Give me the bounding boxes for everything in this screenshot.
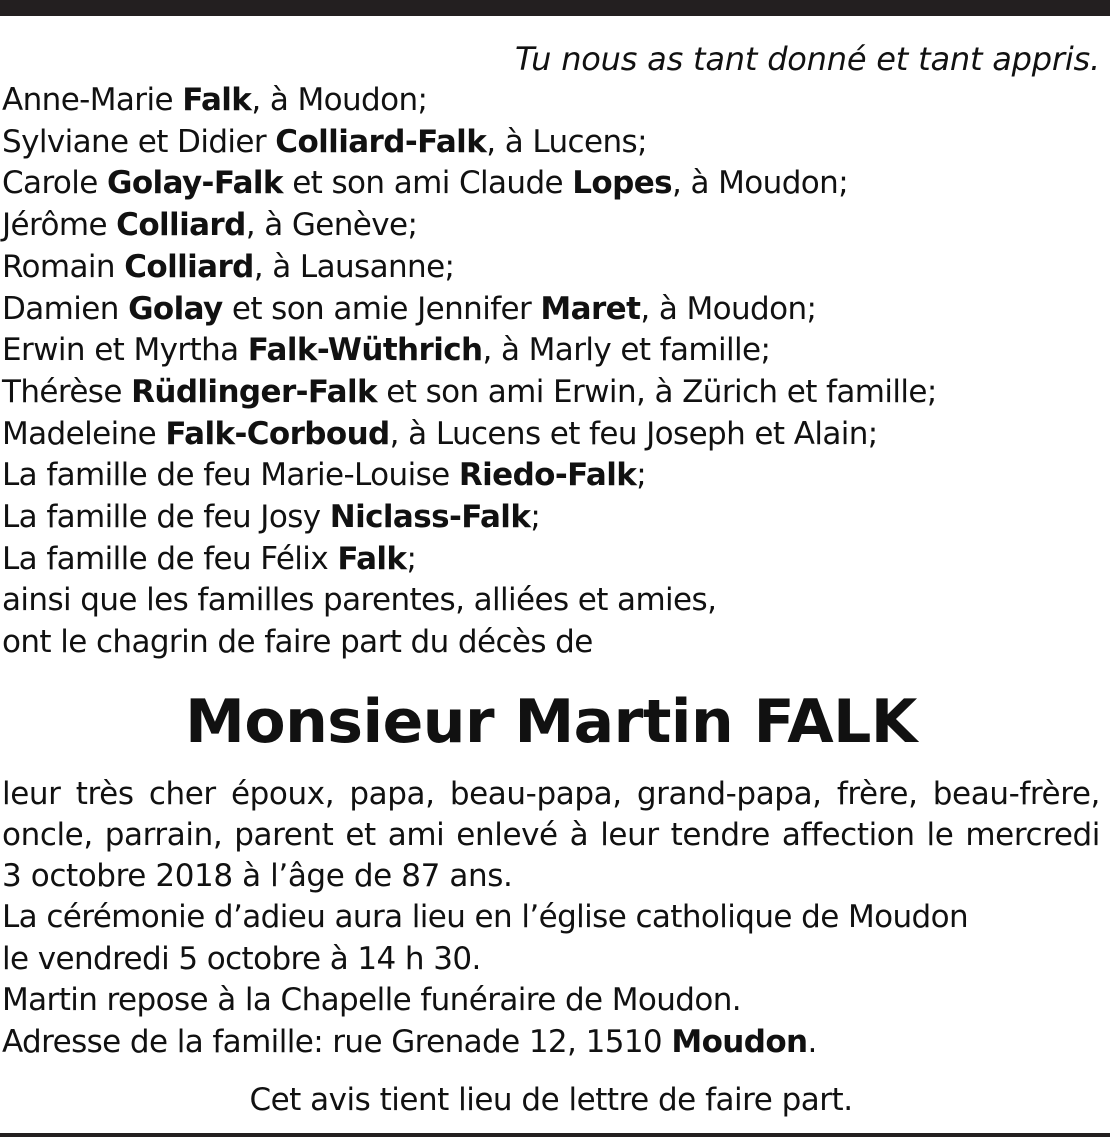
family-surname: Riedo-Falk — [458, 457, 637, 494]
family-line: La famille de feu Félix Falk; — [2, 540, 417, 577]
family-line: Erwin et Myrtha Falk-Wüthrich, à Marly et famille; — [2, 332, 771, 369]
family-surname: Colliard — [116, 207, 246, 244]
family-line: La famille de feu Marie-Louise Riedo-Falk; — [2, 457, 647, 494]
family-line: Madeleine Falk-Corboud, à Lucens et feu Joseph et Alain; — [2, 415, 878, 452]
family-surname: Niclass-Falk — [329, 499, 531, 536]
top-rule — [0, 0, 1110, 16]
death-notice — [2, 38, 1100, 1121]
family-line: Jérôme Colliard, à Genève; — [2, 207, 418, 244]
family-surname: Maret — [540, 290, 641, 327]
family-line: Anne-Marie Falk, à Moudon; — [2, 82, 428, 118]
ceremony-line: La cérémonie d’adieu aura lieu en l’église catholique de Moudon — [2, 898, 968, 935]
family-surname: Falk-Corboud — [165, 415, 390, 452]
family-line: Thérèse Rüdlinger-Falk et son ami Erwin, à Zürich et famille; — [2, 373, 937, 410]
rest-line: Martin repose à la Chapelle funéraire de Moudon. — [2, 982, 742, 1019]
announcement-line: ont le chagrin de faire part du décès de — [2, 624, 593, 661]
family-line: Carole Golay-Falk et son ami Claude Lopes, à Moudon; — [2, 165, 849, 202]
family-surname: Colliard-Falk — [275, 123, 487, 160]
ceremony-date-line: le vendredi 5 octobre à 14 h 30. — [2, 940, 481, 977]
family-surname: Falk — [182, 82, 252, 118]
family-address: Adresse de la famille: rue Grenade 12, 1510 Moudon. — [2, 1023, 817, 1060]
tribute-text: leur très cher époux, papa, beau-papa, grand-papa, frère, beau-frère, oncle, parrain, parent et ami enlevé à leur tendre affection le mercredi 3 octobre 2018 à l’âge de 87 ans. — [2, 775, 1100, 894]
family-surname: Falk — [337, 540, 407, 577]
family-line: Romain Colliard, à Lausanne; — [2, 248, 455, 285]
family-surname: Lopes — [572, 165, 672, 202]
address-town: Moudon — [671, 1023, 808, 1060]
family-surname: Falk-Wüthrich — [247, 332, 483, 369]
closing-note: Cet avis tient lieu de lettre de faire part. — [249, 1081, 853, 1118]
family-surname: Golay — [128, 290, 223, 327]
family-surname: Rüdlinger-Falk — [131, 373, 378, 410]
deceased-name: Monsieur Martin FALK — [185, 686, 917, 757]
family-surname: Golay-Falk — [107, 165, 283, 202]
family-line: ainsi que les familles parentes, alliées et amies, — [2, 582, 717, 619]
family-line: Sylviane et Didier Colliard-Falk, à Lucens; — [2, 123, 647, 160]
motto: Tu nous as tant donné et tant appris. — [515, 40, 1100, 78]
family-line: La famille de feu Josy Niclass-Falk; — [2, 499, 541, 536]
family-surname: Colliard — [124, 248, 254, 285]
bottom-rule — [0, 1133, 1110, 1137]
family-line: Damien Golay et son amie Jennifer Maret, à Moudon; — [2, 290, 817, 327]
family-list — [2, 80, 1100, 664]
